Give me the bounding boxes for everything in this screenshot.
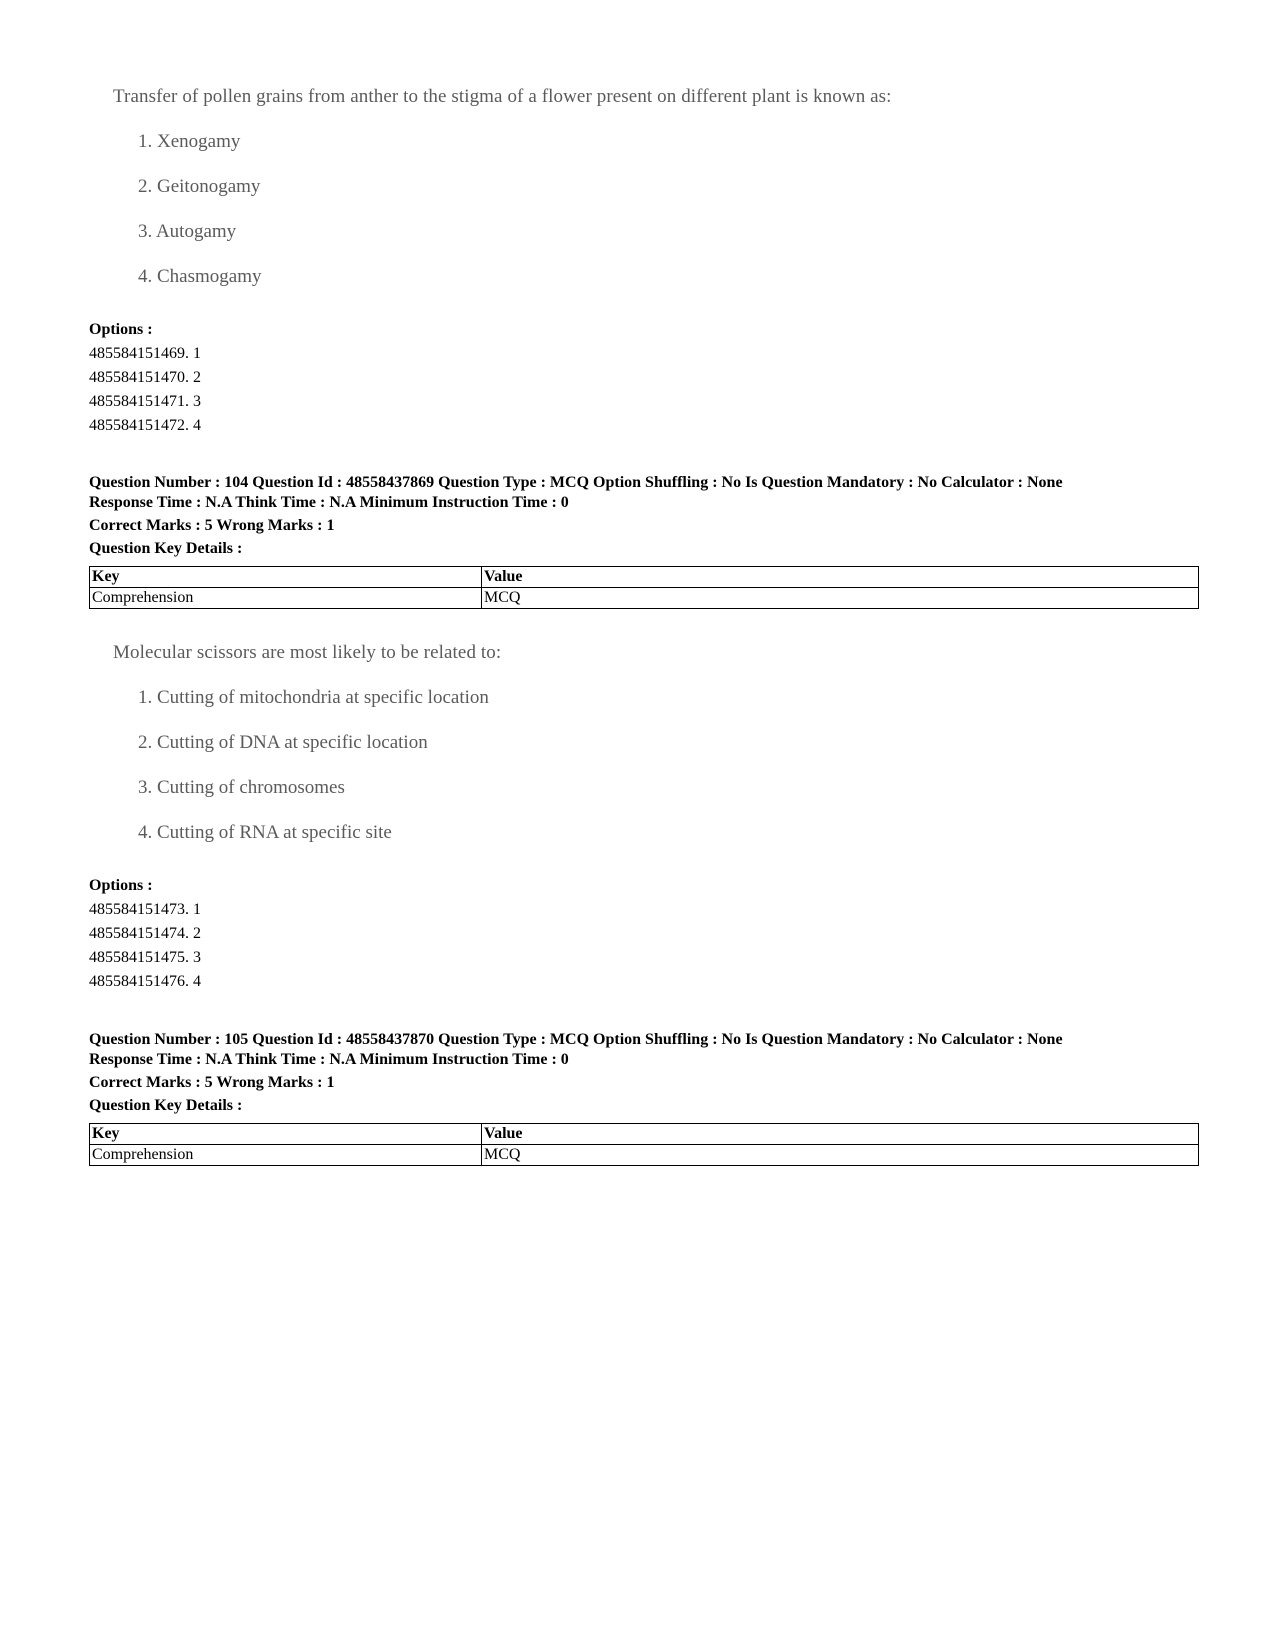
question-choice: 2. Cutting of DNA at specific location [138, 732, 428, 753]
question-text: Molecular scissors are most likely to be related to: [113, 642, 502, 663]
table-cell-key: Comprehension [90, 1145, 482, 1166]
question-meta-line: Question Number : 104 Question Id : 48558437869 Question Type : MCQ Option Shuffling : No Is Question Mandatory : No Calculator : None [89, 474, 1063, 491]
question-meta-line: Question Number : 105 Question Id : 48558437870 Question Type : MCQ Option Shuffling : No Is Question Mandatory : No Calculator : None [89, 1031, 1063, 1048]
question-choice: 2. Geitonogamy [138, 176, 261, 197]
table-header-key: Key [90, 1124, 482, 1145]
question-choice: 4. Chasmogamy [138, 266, 262, 287]
table-header-key: Key [90, 567, 482, 588]
question-marks: Correct Marks : 5 Wrong Marks : 1 [89, 1074, 335, 1091]
question-marks: Correct Marks : 5 Wrong Marks : 1 [89, 517, 335, 534]
table-cell-value: MCQ [482, 588, 1199, 609]
question-key-table [89, 566, 1199, 609]
table-cell-value: MCQ [482, 1145, 1199, 1166]
question-image-molecular-scissors [113, 642, 501, 844]
question-key-heading: Question Key Details : [89, 1097, 243, 1114]
option-id: 485584151470. 2 [89, 369, 201, 386]
question-choice: 1. Cutting of mitochondria at specific location [138, 687, 489, 708]
option-id: 485584151469. 1 [89, 345, 201, 362]
table-cell-key: Comprehension [90, 588, 482, 609]
question-choice: 3. Autogamy [138, 221, 237, 242]
question-timing-line: Response Time : N.A Think Time : N.A Minimum Instruction Time : 0 [89, 1051, 569, 1068]
question-key-heading: Question Key Details : [89, 540, 243, 557]
table-header-row [90, 1124, 1199, 1145]
table-header-value: Value [482, 1124, 1199, 1145]
option-id: 485584151476. 4 [89, 973, 201, 990]
question-key-table [89, 1123, 1199, 1166]
option-id: 485584151472. 4 [89, 417, 201, 434]
table-header-value: Value [482, 567, 1199, 588]
option-id: 485584151471. 3 [89, 393, 201, 410]
table-header-row [90, 567, 1199, 588]
option-id: 485584151474. 2 [89, 925, 201, 942]
question-meta-104 [89, 473, 1199, 559]
options-list [89, 318, 201, 438]
option-id: 485584151473. 1 [89, 901, 201, 918]
question-choice: 3. Cutting of chromosomes [138, 777, 345, 798]
table-row [90, 588, 1199, 609]
question-image-pollination [113, 86, 892, 288]
question-meta-105 [89, 1030, 1199, 1116]
question-choice: 1. Xenogamy [138, 131, 241, 152]
options-heading: Options : [89, 877, 153, 894]
question-choice: 4. Cutting of RNA at specific site [138, 822, 392, 843]
question-text: Transfer of pollen grains from anther to the stigma of a flower present on different plant is known as: [113, 86, 892, 107]
table-row [90, 1145, 1199, 1166]
options-heading: Options : [89, 321, 153, 338]
options-list [89, 874, 201, 994]
question-timing-line: Response Time : N.A Think Time : N.A Minimum Instruction Time : 0 [89, 494, 569, 511]
option-id: 485584151475. 3 [89, 949, 201, 966]
